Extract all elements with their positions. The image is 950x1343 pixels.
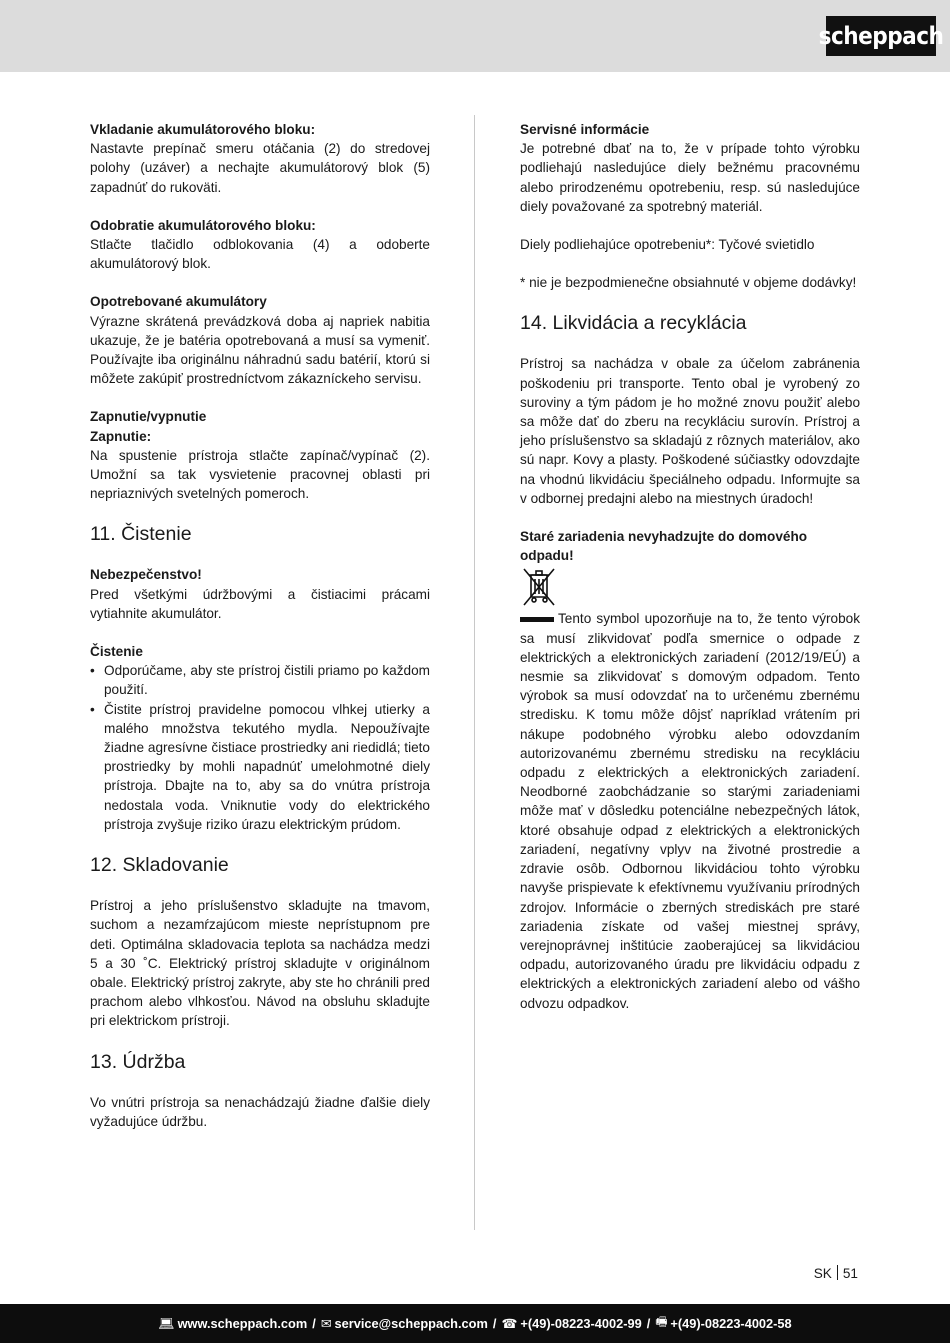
cleaning-heading: Čistenie [90,644,143,660]
service-info-heading: Servisné informácie [520,122,650,137]
scheppach-logo: scheppach [826,16,936,56]
storage-text: Prístroj a jeho príslušenstvo skladujte na tmavom, suchom a nezamŕzajúcom mieste neprístupnom pre deti. Optimálna skladovacia teplota sa nachádza medzi 5 a 30 ˚C. Elektrický prístroj skladujte v originálnom obale. Elektrický prístroj zakryte, aby ste ho chránili pred prachom alebo vlhkosťou. Návod na obsluhu skladujte pri elektrickom prístroji. [90,898,430,1029]
mail-icon: ✉︎ [320,1315,332,1331]
page-number: SK 51 [813,1266,858,1281]
crossed-bin-icon [520,565,558,609]
remove-battery-heading: Odobratie akumulátorového bloku: [90,217,316,233]
danger-text: Pred všetkými údržbovými a čistiacimi prácami vytiahnite akumulátor. [90,586,430,621]
section-11-title: 11. Čistenie [90,523,192,546]
computer-icon: 💻︎ [158,1315,175,1331]
footer-fax: +(49)-08223-4002-58 [670,1316,792,1331]
left-column [90,120,430,1131]
header-bar [0,0,950,72]
insert-battery-heading: Vkladanie akumulátorového bloku: [90,122,316,137]
cleaning-list [90,661,430,834]
section-14-title: 14. Likvidácia a recyklácia [520,312,747,335]
weee-text: Tento symbol upozorňuje na to, že tento výrobok sa musí zlikvidovať podľa smernice o odpade z elektrických a elektronických zariadení (2012/19/EÚ) a nesmie sa zlikvidovať s domovým odpadom. Tento výrobok sa musí odovzdať na to určenému zbernému stredisku. K tomu môže dôjsť napríklad vrátením pri nákupe podobného výrobku alebo odovzdaním autorizovanému zbernému stredisku na recykláciu odpadu z elektrických a elektronických zariadení. Neodborné zaobchádzanie so starými zariadeniami môže mať v dôsledku potenciálne nebezpečných látok, ktoré obsahuje odpad z elektrických a elektronických zariadení, negatívny vplyv na životné prostredie a zdravie osôb. Odbornou likvidáciou tohto výrobku navyše prispievate k efektívnemu využívaniu prírodných zdrojov. Informácie o zberných strediskách pre staré zariadenia získate od vašej miestnej správy, verejnoprávnej inštitúcie zaoberajúcej sa likvidáciou odpadu, autorizovaného úradu pre likvidáciu odpadu z elektrických a elektronických zariadení alebo od vášho odvozu odpadkov. [520,611,860,1011]
switch-on-text: Na spustenie prístroja stlačte zapínač/vypínač (2). Umožní sa tak vysvietenie pracovnej oblasti pri nepriaznivých svetelných pomeroch. [90,447,430,502]
footer-website-link[interactable]: www.scheppach.com [177,1316,308,1331]
column-divider [474,115,475,1230]
footer-bar: 💻︎ www.scheppach.com / ✉︎ service@scheppach.com / ☎︎ +(49)-08223-4002-99 / 🖷︎ +(49)-08223-4002-58 [0,1304,950,1343]
wear-parts-text: Diely podliehajúce opotrebeniu*: Tyčové svietidlo [520,237,815,253]
delivery-note: * nie je bezpodmienečne obsiahnuté v objeme dodávky! [520,275,857,291]
section-13-title: 13. Údržba [90,1050,186,1073]
footer-phone: +(49)-08223-4002-99 [520,1316,642,1331]
worn-batteries-text: Výrazne skrátená prevádzková doba aj napriek nabitia ukazuje, že je batéria opotrebovaná a musí sa vymeniť. Používajte iba originálnu náhradnú sadu batérií, ktorú si môžete zakúpiť prostredníctvom zákazníckeho servisu. [90,313,430,387]
maintenance-text: Vo vnútri prístroja sa nenachádzajú žiadne ďalšie diely vyžadujúce údržbu. [90,1094,430,1129]
footer-email-link[interactable]: service@scheppach.com [334,1316,488,1331]
list-item: • Odporúčame, aby ste prístroj čistili priamo po každom použití. [90,661,430,699]
on-off-heading: Zapnutie/vypnutie [90,409,207,425]
right-column [520,120,860,1013]
insert-battery-text: Nastavte prepínač smeru otáčania (2) do stredovej polohy (uzáver) a nechajte akumulátorový blok (5) zapadnúť do rukoväti. [90,141,430,195]
disposal-text: Prístroj sa nachádza v obale za účelom zabránenia poškodeniu pri transporte. Tento obal je vyrobený zo suroviny a tým pádom je ho možné znovu použiť alebo sa môže dať do zberu na recykláciu surovín. Prístroj a jeho príslušenstvo sa skladajú z rôznych materiálov, ako sú napr. Kovy a plasty. Poškodené súčiastky odovzdajte na vhodnú likvidáciu špeciálneho odpadu. Informujte sa v odbornej predajni alebo na miestnych úradoch! [520,356,860,506]
worn-batteries-heading: Opotrebované akumulátory [90,294,267,310]
service-info-text: Je potrebné dbať na to, že v prípade tohto výrobku podliehajú nasledujúce diely bežnému pracovnému alebo prirodzenému opotrebeniu, resp. sú nasledujúce diely považované za spotrebný materiál. [520,141,860,214]
list-item: • Čistite prístroj pravidelne pomocou vlhkej utierky a malého množstva tekutého mydla. Nepoužívajte žiadne agresívne čistiace prostriedky ani riedidlá; tieto prostriedky by mohli napadnúť umelohmotné diely prístroja. Dbajte na to, aby sa do vnútra prístroja nedostala voda. Vniknutie vody do elektrického prístroja zvyšuje riziko úrazu elektrickým prúdom. [90,700,430,834]
switch-on-subheading: Zapnutie: [90,428,152,444]
weee-bar-icon [520,617,554,622]
household-waste-warning: Staré zariadenia nevyhadzujte do domového odpadu! [520,529,808,564]
section-12-title: 12. Skladovanie [90,854,229,877]
fax-icon: 🖷︎ [655,1313,668,1329]
phone-icon: ☎︎ [501,1315,518,1331]
remove-battery-text: Stlačte tlačidlo odblokovania (4) a odoberte akumulátorový blok. [90,237,430,272]
danger-heading: Nebezpečenstvo! [90,567,202,583]
